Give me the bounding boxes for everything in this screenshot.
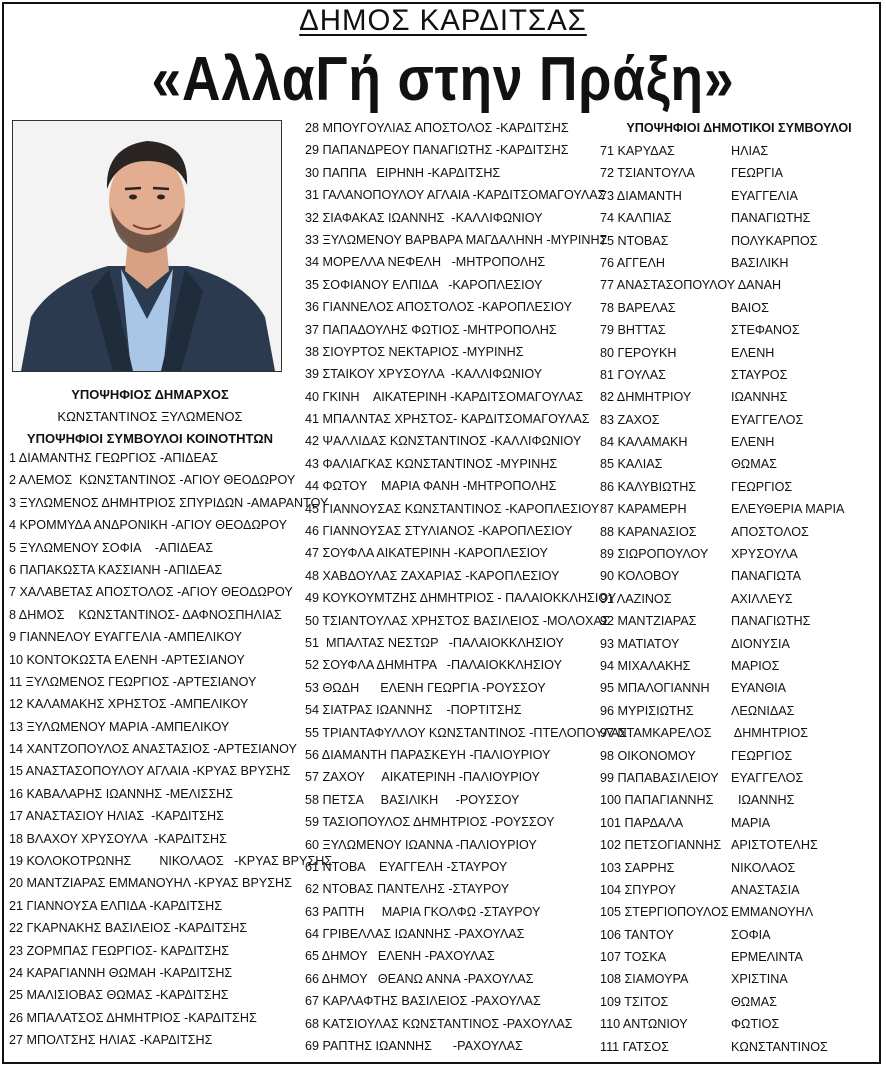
candidate-surname: 111 ΓΑΤΣΟΣ (600, 1039, 669, 1054)
list-item: 29 ΠΑΠΑΝΔΡΕΟΥ ΠΑΝΑΓΙΩΤΗΣ -ΚΑΡΔΙΤΣΗΣ (305, 143, 569, 158)
candidate-portrait-icon (13, 121, 281, 371)
list-item: 41 ΜΠΑΛΝΤΑΣ ΧΡΗΣΤΟΣ- ΚΑΡΔΙΤΣΟΜΑΓΟΥΛΑΣ (305, 412, 590, 427)
candidate-first-name: ΓΕΩΡΓΙΟΣ (731, 479, 793, 494)
candidate-surname: 71 ΚΑΡΥΔΑΣ (600, 144, 675, 158)
candidate-first-name: ΒΑΙΟΣ (731, 300, 769, 315)
list-item: 25 ΜΑΛΙΣΙΟΒΑΣ ΘΩΜΑΣ -ΚΑΡΔΙΤΣΗΣ (9, 988, 229, 1003)
list-item: 39 ΣΤΑΙΚΟΥ ΧΡΥΣΟΥΛΑ -ΚΑΛΛΙΦΩΝΙΟΥ (305, 367, 543, 382)
candidate-surname: 75 ΝΤΟΒΑΣ (600, 233, 669, 248)
list-item: 42 ΨΑΛΛΙΔΑΣ ΚΩΝΣΤΑΝΤΙΝΟΣ -ΚΑΛΛΙΦΩΝΙΟΥ (305, 434, 582, 449)
list-item: 19 ΚΟΛΟΚΟΤΡΩΝΗΣ ΝΙΚΟΛΑΟΣ -ΚΡΥΑΣ ΒΡΥΣΗΣ (9, 854, 333, 869)
list-item: 49 ΚΟΥΚΟΥΜΤΖΗΣ ΔΗΜΗΤΡΙΟΣ - ΠΑΛΑΙΟΚΚΛΗΣΙΟΥ (305, 591, 617, 606)
candidate-first-name: ΑΠΟΣΤΟΛΟΣ (731, 524, 809, 539)
list-item: 59 ΤΑΣΙΟΠΟΥΛΟΣ ΔΗΜΗΤΡΙΟΣ -ΡΟΥΣΣΟΥ (305, 815, 555, 830)
candidate-surname: 108 ΣΙΑΜΟΥΡΑ (600, 972, 689, 987)
candidate-surname: 87 ΚΑΡΑΜΕΡΗ (600, 502, 687, 517)
candidate-first-name: ΘΩΜΑΣ (731, 457, 777, 472)
list-item: 33 ΞΥΛΩΜΕΝΟΥ ΒΑΡΒΑΡΑ ΜΑΓΔΑΛΗΝΗ -ΜΥΡΙΝΗΣ (305, 232, 608, 247)
candidate-first-name: ΕΥΑΓΓΕΛΟΣ (731, 770, 804, 785)
candidate-first-name: ΘΩΜΑΣ (731, 994, 777, 1009)
candidate-surname: 73 ΔΙΑΜΑΝΤΗ (600, 188, 682, 203)
list-item: 65 ΔΗΜΟΥ ΕΛΕΝΗ -ΡΑΧΟΥΛΑΣ (305, 949, 495, 964)
community-candidates-list-continued (305, 117, 627, 1057)
candidate-surname: 109 ΤΣΙΤΟΣ (600, 994, 669, 1009)
campaign-slogan: «ΑλλαΓή στην Πράξη» (151, 45, 735, 114)
list-item: 11 ΞΥΛΩΜΕΝΟΣ ΓΕΩΡΓΙΟΣ -ΑΡΤΕΣΙΑΝΟΥ (9, 674, 257, 689)
candidate-first-name: ΕΛΕΝΗ (731, 435, 775, 450)
list-item: 30 ΠΑΠΠΑ ΕΙΡΗΝΗ -ΚΑΡΔΙΤΣΗΣ (305, 165, 501, 180)
list-item: 50 ΤΣΙΑΝΤΟΥΛΑΣ ΧΡΗΣΤΟΣ ΒΑΣΙΛΕΙΟΣ -ΜΟΛΟΧΑΣ (305, 613, 610, 628)
candidate-first-name: ΔΗΜΗΤΡΙΟΣ (731, 726, 809, 741)
candidate-surname: 81 ΓΟΥΛΑΣ (600, 367, 666, 382)
list-item: 20 ΜΑΝΤΖΙΑΡΑΣ ΕΜΜΑΝΟΥΗΛ -ΚΡΥΑΣ ΒΡΥΣΗΣ (9, 876, 292, 891)
list-item: 35 ΣΟΦΙΑΝΟΥ ΕΛΠΙΔΑ -ΚΑΡΟΠΛΕΣΙΟΥ (305, 277, 543, 292)
candidate-surname: 83 ΖΑΧΟΣ (600, 412, 660, 427)
list-item: 9 ΓΙΑΝΝΕΛΟΥ ΕΥΑΓΓΕΛΙΑ -ΑΜΠΕΛΙΚΟΥ (9, 630, 243, 645)
candidate-first-name: ΣΤΑΥΡΟΣ (731, 367, 788, 382)
list-item: 31 ΓΑΛΑΝΟΠΟΥΛΟΥ ΑΓΛΑΙΑ -ΚΑΡΔΙΤΣΟΜΑΓΟΥΛΑΣ (305, 188, 606, 203)
candidate-surname: 94 ΜΙΧΑΛΑΚΗΣ (600, 658, 691, 673)
list-item: 15 ΑΝΑΣΤΑΣΟΠΟΥΛΟΥ ΑΓΛΑΙΑ -ΚΡΥΑΣ ΒΡΥΣΗΣ (9, 764, 291, 779)
list-item: 45 ΓΙΑΝΝΟΥΣΑΣ ΚΩΝΣΤΑΝΤΙΝΟΣ -ΚΑΡΟΠΛΕΣΙΟΥ (305, 501, 600, 516)
candidate-first-name: ΕΥΑΓΓΕΛΟΣ (731, 412, 804, 427)
candidate-first-name: ΕΡΜΕΛΙΝΤΑ (731, 950, 803, 965)
candidate-surname: 88 ΚΑΡΑΝΑΣΙΟΣ (600, 524, 697, 539)
community-heading: ΥΠΟΨΗΦΙΟΙ ΣΥΜΒΟΥΛΟΙ ΚΟΙΝΟΤΗΤΩΝ (26, 431, 274, 446)
candidate-first-name: ΦΩΤΙΟΣ (731, 1017, 780, 1032)
candidate-first-name: ΜΑΡΙΟΣ (731, 658, 780, 673)
list-item: 13 ΞΥΛΩΜΕΝΟΥ ΜΑΡΙΑ -ΑΜΠΕΛΙΚΟΥ (9, 719, 230, 734)
candidate-surname: 91 ΛΑΖΙΝΟΣ (600, 591, 672, 606)
candidate-surname: 76 ΑΓΓΕΛΗ (600, 255, 665, 270)
candidate-first-name: ΠΟΛΥΚΑΡΠΟΣ (731, 233, 818, 248)
list-item: 28 ΜΠΟΥΓΟΥΛΙΑΣ ΑΠΟΣΤΟΛΟΣ -ΚΑΡΔΙΤΣΗΣ (305, 121, 569, 135)
list-item: 37 ΠΑΠΑΔΟΥΛΗΣ ΦΩΤΙΟΣ -ΜΗΤΡΟΠΟΛΗΣ (305, 322, 557, 337)
list-item: 51 ΜΠΑΛΤΑΣ ΝΕΣΤΩΡ -ΠΑΛΑΙΟΚΚΛΗΣΙΟΥ (305, 635, 564, 650)
list-item: 43 ΦΑΛΙΑΓΚΑΣ ΚΩΝΣΤΑΝΤΙΝΟΣ -ΜΥΡΙΝΗΣ (305, 456, 558, 471)
list-item: 26 ΜΠΑΛΑΤΣΟΣ ΔΗΜΗΤΡΙΟΣ -ΚΑΡΔΙΤΣΗΣ (9, 1010, 257, 1025)
candidate-first-name: ΙΩΑΝΝΗΣ (731, 390, 788, 405)
list-item: 44 ΦΩΤΟΥ ΜΑΡΙΑ ΦΑΝΗ -ΜΗΤΡΟΠΟΛΗΣ (305, 479, 557, 494)
candidate-surname: 79 ΒΗΤΤΑΣ (600, 323, 666, 338)
list-item: 60 ΞΥΛΩΜΕΝΟΥ ΙΩΑΝΝΑ -ΠΑΛΙΟΥΡΙΟΥ (305, 837, 537, 852)
list-item: 17 ΑΝΑΣΤΑΣΙΟΥ ΗΛΙΑΣ -ΚΑΡΔΙΤΣΗΣ (9, 809, 224, 824)
list-item: 4 ΚΡΟΜΜΥΔΑ ΑΝΔΡΟΝΙΚΗ -ΑΓΙΟΥ ΘΕΟΔΩΡΟΥ (9, 518, 287, 533)
list-item: 16 ΚΑΒΑΛΑΡΗΣ ΙΩΑΝΝΗΣ -ΜΕΛΙΣΣΗΣ (9, 786, 234, 801)
candidate-first-name: ΕΜΜΑΝΟΥΗΛ (731, 905, 814, 920)
mayor-name: ΚΩΝΣΤΑΝΤΙΝΟΣ ΞΥΛΩΜΕΝΟΣ (57, 409, 243, 424)
candidate-surname: 102 ΠΕΤΣΟΓΙΑΝΝΗΣ (600, 838, 722, 853)
candidate-first-name: ΗΛΙΑΣ (731, 144, 769, 158)
list-item: 32 ΣΙΑΦΑΚΑΣ ΙΩΑΝΝΗΣ -ΚΑΛΛΙΦΩΝΙΟΥ (305, 210, 543, 225)
list-item: 52 ΣΟΥΦΛΑ ΔΗΜΗΤΡΑ -ΠΑΛΑΙΟΚΚΛΗΣΙΟΥ (305, 658, 562, 673)
list-item: 12 ΚΑΛΑΜΑΚΗΣ ΧΡΗΣΤΟΣ -ΑΜΠΕΛΙΚΟΥ (9, 697, 249, 712)
list-item: 23 ΖΟΡΜΠΑΣ ΓΕΩΡΓΙΟΣ- ΚΑΡΔΙΤΣΗΣ (9, 943, 230, 958)
list-item: 22 ΓΚΑΡΝΑΚΗΣ ΒΑΣΙΛΕΙΟΣ -ΚΑΡΔΙΤΣΗΣ (9, 921, 248, 936)
list-item: 1 ΔΙΑΜΑΝΤΗΣ ΓΕΩΡΓΙΟΣ -ΑΠΙΔΕΑΣ (9, 451, 219, 465)
candidate-first-name: ΠΑΝΑΓΙΩΤΗΣ (731, 211, 811, 226)
candidate-surname: 96 ΜΥΡΙΣΙΩΤΗΣ (600, 703, 694, 718)
candidate-surname: 90 ΚΟΛΟΒΟΥ (600, 569, 680, 584)
list-item: 64 ΓΡΙΒΕΛΛΑΣ ΙΩΑΝΝΗΣ -ΡΑΧΟΥΛΑΣ (305, 927, 525, 942)
list-item: 68 ΚΑΤΣΙΟΥΛΑΣ ΚΩΝΣΤΑΝΤΙΝΟΣ -ΡΑΧΟΥΛΑΣ (305, 1016, 573, 1031)
candidate-first-name: ΕΛΕΝΗ (731, 345, 775, 360)
list-item: 56 ΔΙΑΜΑΝΤΗ ΠΑΡΑΣΚΕΥΗ -ΠΑΛΙΟΥΡΙΟΥ (305, 747, 551, 762)
list-item: 57 ΖΑΧΟΥ ΑΙΚΑΤΕΡΙΝΗ -ΠΑΛΙΟΥΡΙΟΥ (305, 770, 540, 785)
list-item: 66 ΔΗΜΟΥ ΘΕΑΝΩ ΑΝΝΑ -ΡΑΧΟΥΛΑΣ (305, 971, 534, 986)
candidate-surname: 93 ΜΑΤΙΑΤΟΥ (600, 636, 680, 651)
candidate-first-name: ΔΙΟΝΥΣΙΑ (731, 636, 790, 651)
candidate-surname: 107 ΤΟΣΚΑ (600, 950, 667, 965)
candidate-first-name: ΑΝΑΣΤΑΣΙΑ (731, 882, 800, 897)
list-item: 69 ΡΑΠΤΗΣ ΙΩΑΝΝΗΣ -ΡΑΧΟΥΛΑΣ (305, 1039, 523, 1054)
list-item: 18 ΒΛΑΧΟΥ ΧΡΥΣΟΥΛΑ -ΚΑΡΔΙΤΣΗΣ (9, 831, 227, 846)
list-item: 40 ΓΚΙΝΗ ΑΙΚΑΤΕΡΙΝΗ -ΚΑΡΔΙΤΣΟΜΑΓΟΥΛΑΣ (305, 389, 584, 404)
list-item: 48 ΧΑΒΔΟΥΛΑΣ ΖΑΧΑΡΙΑΣ -ΚΑΡΟΠΛΕΣΙΟΥ (305, 568, 560, 583)
list-item: 61 ΝΤΟΒΑ ΕΥΑΓΓΕΛΗ -ΣΤΑΥΡΟΥ (305, 859, 508, 874)
candidate-surname: 74 ΚΑΛΠΙΑΣ (600, 211, 672, 226)
candidate-surname: 106 ΤΑΝΤΟΥ (600, 927, 674, 942)
candidate-surname: 101 ΠΑΡΔΑΛΑ (600, 815, 684, 830)
list-item: 3 ΞΥΛΩΜΕΝΟΣ ΔΗΜΗΤΡΙΟΣ ΣΠΥΡΙΔΩΝ -ΑΜΑΡΑΝΤΟΥ (9, 495, 329, 510)
mayor-section (0, 384, 300, 450)
candidate-surname: 110 ΑΝΤΩΝΙΟΥ (600, 1017, 688, 1032)
list-item: 36 ΓΙΑΝΝΕΛΟΣ ΑΠΟΣΤΟΛΟΣ -ΚΑΡΟΠΛΕΣΙΟΥ (305, 300, 572, 315)
candidate-first-name: ΓΕΩΡΓΙΟΣ (731, 748, 793, 763)
candidate-surname: 77 ΑΝΑΣΤΑΣΟΠΟΥΛΟΥ ΔΑΝΑΗ (600, 278, 782, 293)
candidate-surname: 85 ΚΑΛΙΑΣ (600, 457, 663, 472)
candidate-first-name: ΕΛΕΥΘΕΡΙΑ ΜΑΡΙΑ (731, 502, 845, 517)
candidate-surname: 99 ΠΑΠΑΒΑΣΙΛΕΙΟΥ (600, 770, 719, 785)
candidate-first-name: ΜΑΡΙΑ (731, 815, 771, 830)
candidate-surname: 82 ΔΗΜΗΤΡΙΟΥ (600, 390, 692, 405)
list-item: 8 ΔΗΜΟΣ ΚΩΝΣΤΑΝΤΙΝΟΣ- ΔΑΦΝΟΣΠΗΛΙΑΣ (9, 607, 282, 622)
list-item: 34 ΜΟΡΕΛΛΑ ΝΕΦΕΛΗ -ΜΗΤΡΟΠΟΛΗΣ (305, 255, 546, 270)
candidate-first-name: ΧΡΙΣΤΙΝΑ (731, 972, 788, 987)
mayor-title: ΥΠΟΨΗΦΙΟΣ ΔΗΜΑΡΧΟΣ (71, 387, 229, 402)
candidate-first-name: ΕΥΑΝΘΙΑ (731, 681, 787, 696)
list-item: 62 ΝΤΟΒΑΣ ΠΑΝΤΕΛΗΣ -ΣΤΑΥΡΟΥ (305, 882, 510, 897)
candidate-surname: 80 ΓΕΡΟΥΚΗ (600, 345, 677, 360)
candidate-first-name: ΑΧΙΛΛΕΥΣ (731, 591, 793, 606)
candidate-first-name: ΠΑΝΑΓΙΩΤΑ (731, 569, 801, 584)
candidate-surname: 100 ΠΑΠΑΓΙΑΝΝΗΣ (600, 793, 714, 808)
list-item: 7 ΧΑΛΑΒΕΤΑΣ ΑΠΟΣΤΟΛΟΣ -ΑΓΙΟΥ ΘΕΟΔΩΡΟΥ (9, 585, 293, 600)
list-item: 27 ΜΠΟΛΤΣΗΣ ΗΛΙΑΣ -ΚΑΡΔΙΤΣΗΣ (9, 1033, 213, 1048)
list-item: 14 ΧΑΝΤΖΟΠΟΥΛΟΣ ΑΝΑΣΤΑΣΙΟΣ -ΑΡΤΕΣΙΑΝΟΥ (9, 742, 297, 757)
list-item: 58 ΠΕΤΣΑ ΒΑΣΙΛΙΚΗ -ΡΟΥΣΣΟΥ (305, 792, 520, 807)
list-item: 54 ΣΙΑΤΡΑΣ ΙΩΑΝΝΗΣ -ΠΟΡΤΙΤΣΗΣ (305, 703, 522, 718)
candidate-surname: 84 ΚΑΛΑΜΑΚΗ (600, 435, 688, 450)
candidate-surname: 78 ΒΑΡΕΛΑΣ (600, 300, 676, 315)
list-item: 24 ΚΑΡΑΓΙΑΝΝΗ ΘΩΜΑΗ -ΚΑΡΔΙΤΣΗΣ (9, 965, 233, 980)
list-item: 10 ΚΟΝΤΟΚΩΣΤΑ ΕΛΕΝΗ -ΑΡΤΕΣΙΑΝΟΥ (9, 652, 245, 667)
candidate-first-name: ΓΕΩΡΓΙΑ (731, 166, 783, 181)
candidate-surname: 98 ΟΙΚΟΝΟΜΟΥ (600, 748, 696, 763)
municipal-heading: ΥΠΟΨΗΦΙΟΙ ΔΗΜΟΤΙΚΟΙ ΣΥΜΒΟΥΛΟΙ (626, 121, 852, 135)
list-item: 55 ΤΡΙΑΝΤΑΦΥΛΛΟΥ ΚΩΝΣΤΑΝΤΙΝΟΣ -ΠΤΕΛΟΠΟΥΛΑΣ (305, 725, 628, 740)
candidate-first-name: ΛΕΩΝΙΔΑΣ (731, 703, 795, 718)
candidate-surname: 97 ΝΤΑΜΚΑΡΕΛΟΣ (600, 726, 712, 741)
candidate-first-name: ΚΩΝΣΤΑΝΤΙΝΟΣ (731, 1039, 828, 1054)
candidate-first-name: ΕΥΑΓΓΕΛΙΑ (731, 188, 798, 203)
list-item: 6 ΠΑΠΑΚΩΣΤΑ ΚΑΣΣΙΑΝΗ -ΑΠΙΔΕΑΣ (9, 562, 223, 577)
list-item: 67 ΚΑΡΛΑΦΤΗΣ ΒΑΣΙΛΕΙΟΣ -ΡΑΧΟΥΛΑΣ (305, 994, 541, 1009)
list-item: 5 ΞΥΛΩΜΕΝΟΥ ΣΟΦΙΑ -ΑΠΙΔΕΑΣ (9, 540, 214, 555)
community-candidates-list (9, 447, 332, 1052)
candidate-first-name: ΣΤΕΦΑΝΟΣ (731, 323, 800, 338)
candidate-surname: 104 ΣΠΥΡΟΥ (600, 882, 676, 897)
candidate-surname: 86 ΚΑΛΥΒΙΩΤΗΣ (600, 479, 697, 494)
candidate-first-name: ΑΡΙΣΤΟΤΕΛΗΣ (731, 838, 818, 853)
candidate-first-name: ΒΑΣΙΛΙΚΗ (731, 255, 789, 270)
candidate-first-name: ΣΟΦΙΑ (731, 927, 771, 942)
candidate-first-name: ΙΩΑΝΝΗΣ (731, 793, 795, 808)
list-item: 53 ΘΩΔΗ ΕΛΕΝΗ ΓΕΩΡΓΙΑ -ΡΟΥΣΣΟΥ (305, 680, 546, 695)
list-item: 2 ΑΛΕΜΟΣ ΚΩΝΣΤΑΝΤΙΝΟΣ -ΑΓΙΟΥ ΘΕΟΔΩΡΟΥ (9, 473, 296, 488)
list-item: 38 ΣΙΟΥΡΤΟΣ ΝΕΚΤΑΡΙΟΣ -ΜΥΡΙΝΗΣ (305, 344, 524, 359)
candidate-surname: 105 ΣΤΕΡΓΙΟΠΟΥΛΟΣ (600, 905, 729, 920)
list-item: 46 ΓΙΑΝΝΟΥΣΑΣ ΣΤΥΛΙΑΝΟΣ -ΚΑΡΟΠΛΕΣΙΟΥ (305, 524, 573, 539)
candidate-surname: 103 ΣΑΡΡΗΣ (600, 860, 675, 875)
list-item: 21 ΓΙΑΝΝΟΥΣΑ ΕΛΠΙΔΑ -ΚΑΡΔΙΤΣΗΣ (9, 898, 223, 913)
candidate-first-name: ΠΑΝΑΓΙΩΤΗΣ (731, 614, 811, 629)
candidate-photo (12, 120, 282, 372)
candidate-first-name: ΝΙΚΟΛΑΟΣ (731, 860, 796, 875)
candidate-first-name: ΧΡΥΣΟΥΛΑ (731, 547, 798, 562)
candidate-surname: 95 ΜΠΑΛΟΓΙΑΝΝΗ (600, 681, 710, 696)
candidate-surname: 72 ΤΣΙΑΝΤΟΥΛΑ (600, 166, 695, 181)
list-item: 47 ΣΟΥΦΛΑ ΑΙΚΑΤΕΡΙΝΗ -ΚΑΡΟΠΛΕΣΙΟΥ (305, 546, 548, 561)
candidate-surname: 92 ΜΑΝΤΖΙΑΡΑΣ (600, 614, 697, 629)
list-item: 63 ΡΑΠΤΗ ΜΑΡΙΑ ΓΚΟΛΦΩ -ΣΤΑΥΡΟΥ (305, 904, 541, 919)
municipality-title: ΔΗΜΟΣ ΚΑΡΔΙΤΣΑΣ (299, 4, 587, 37)
candidate-surname: 89 ΣΙΩΡΟΠΟΥΛΟΥ (600, 547, 709, 562)
